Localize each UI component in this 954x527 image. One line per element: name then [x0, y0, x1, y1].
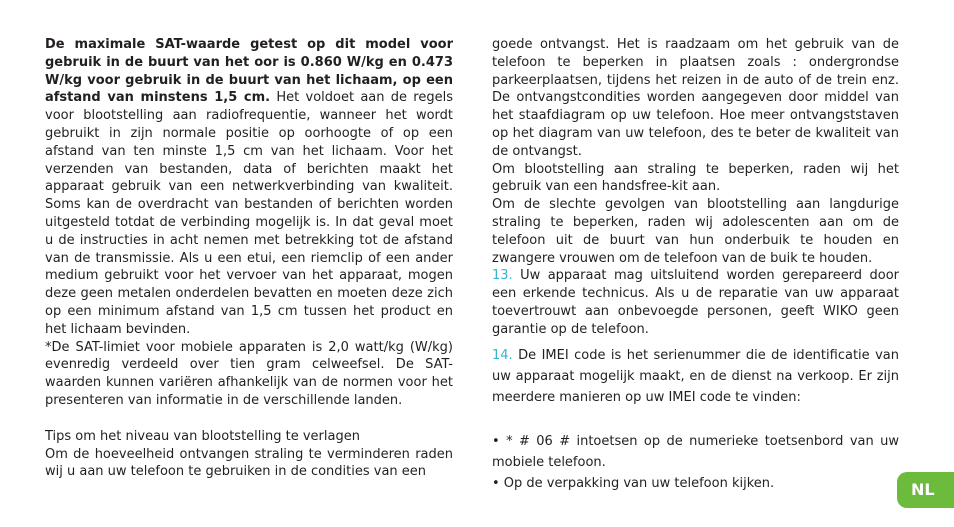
- item-14-text: De IMEI code is het serienummer die de identificatie van uw apparaat mogelijk maakt, en de dienst na verkoop. Er zijn meerdere manieren op uw IMEI code te vinden:: [492, 347, 899, 405]
- adolescents-paragraph: Om de slechte gevolgen van blootstelling aan langdurige straling te beperken, raden wij adolescenten aan om de telefoon uit de buurt van hun onderbuik te houden en zwangere vrouwen om de telefoon van de buik te houden.: [492, 197, 899, 266]
- sar-bold-statement: De maximale SAT-waarde getest op dit model voor gebruik in de buurt van het oor is 0.860 W/kg en 0.473 W/kg voor gebruik in de buurt van het lichaam, op een afstand van minstens 1,5 cm.: [45, 37, 453, 106]
- right-column: [492, 36, 899, 494]
- imei-bullet-2: • Op de verpakking van uw telefoon kijken.: [492, 475, 775, 491]
- item-14-number: 14.: [492, 347, 513, 363]
- spacer: [492, 408, 899, 431]
- sar-limit-note: *De SAT-limiet voor mobiele apparaten is 2,0 watt/kg (W/kg) evenredig verdeeld over tien gram celweefsel. De SAT-waarden kunnen variëren afhankelijk van de normen voor het presenteren van informatie in de verschillende landen.: [45, 339, 453, 408]
- item-14: [492, 345, 899, 408]
- left-column: [45, 36, 453, 481]
- tips-heading: Tips om het niveau van blootstelling te verlagen: [45, 428, 360, 444]
- language-badge: NL: [897, 472, 954, 508]
- imei-bullet-1: • * # 06 # intoetsen op de numerieke toetsenbord van uw mobiele telefoon.: [492, 433, 899, 470]
- handsfree-paragraph: Om blootstelling aan straling te beperken, raden wij het gebruik van een handsfree-kit aan.: [492, 161, 899, 195]
- sar-details: Het voldoet aan de regels voor blootstelling aan radiofrequentie, wanneer het wordt gebruikt in zijn normale positie op oorhoogte of op een afstand van ten minste 1,5 cm van het lichaam. Voor het verzenden van bestanden, data of berichten maakt het apparaat gebruik van een netwerkverbinding van kwaliteit. Soms kan de overdracht van bestanden of berichten worden uitgesteld totdat de verbinding mogelijk is. In dat geval moet u de instructies in acht nemen met betrekking tot de afstand van de transmissie. Als u een etui, een riemclip of een ander medium gebruikt voor het vervoer van het apparaat, mogen deze geen metalen onderdelen bevatten en moeten deze zich op een minimum afstand van 1,5 cm tussen het product en het lichaam bevinden.: [45, 90, 453, 337]
- spacer: [45, 410, 453, 428]
- tips-paragraph: Om de hoeveelheid ontvangen straling te verminderen raden wij u aan uw telefoon te gebruiken in de condities van een: [45, 446, 453, 480]
- sar-paragraph: [45, 36, 453, 339]
- item-13: [492, 267, 899, 338]
- reception-paragraph: goede ontvangst. Het is raadzaam om het gebruik van de telefoon te beperken in plaatsen zoals : ondergrondse parkeerplaatsen, tijdens het reizen in de auto of de trein enz. De ontvangstcondities worden aangegeven door middel van het staafdiagram op uw telefoon. Hoe meer ontvangststaven op het diagram van uw telefoon, des te beter de kwaliteit van de ontvangst.: [492, 37, 899, 159]
- item-13-text: Uw apparaat mag uitsluitend worden gerepareerd door een erkende technicus. Als u de reparatie van uw apparaat toevertrouwt aan onbevoegde personen, geeft WIKO geen garantie op de telefoon.: [492, 268, 899, 337]
- item-13-number: 13.: [492, 268, 513, 284]
